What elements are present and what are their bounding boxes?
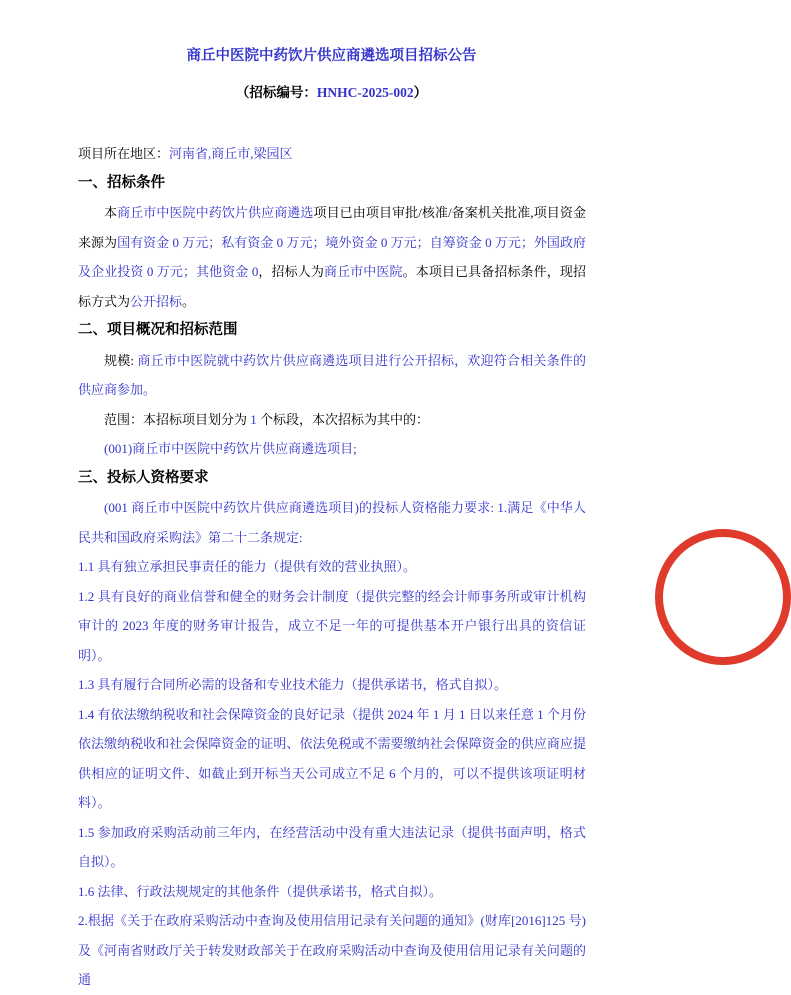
text-segment: 本 [104,205,118,220]
text-segment: 范围：本招标项目划分为 [104,411,251,427]
text-segment: （招标编号： [235,85,317,100]
text-segment: 。 [182,293,196,309]
text-segment: 。本项目已具备招标条件，现招标方式为 [78,264,586,309]
text-segment: 国有资金 0 万元；私有资金 0 万元；境外资金 0 万元；自筹资金 0 万元；外国政府及企业投资 0 万元；其他资金 0 [78,234,586,279]
req-1-5 [78,818,586,877]
text-segment: 项目已由项目审批/核准/备案机关批准,项目资金来源为 [78,205,586,250]
text-segment: 1.5 参加政府采购活动前三年内，在经营活动中没有重大违法记录（提供书面声明，格式自拟）。 [78,824,586,869]
section-1-paragraph [78,198,586,316]
tender-number-line [0,84,663,102]
text-segment: 商丘市中医院就中药饮片供应商遴选项目进行公开招标，欢迎符合相关条件的供应商参加。 [78,352,586,397]
text-segment: ） [413,85,428,100]
text-segment: 二、项目概况和招标范围 [78,322,238,338]
req-1-3 [78,670,586,700]
text-segment: 1.1 具有独立承担民事责任的能力（提供有效的营业执照）。 [78,559,417,574]
document-body [78,139,586,995]
text-segment: HNHC-2025-002 [316,85,414,100]
text-segment: 商丘市中医院 [323,264,403,279]
text-segment: (001)商丘市中医院中药饮片供应商遴选项目; [104,441,357,456]
req-1-6 [78,877,586,907]
section-1-heading [78,169,586,199]
text-segment: 1.3 具有履行合同所必需的设备和专业技术能力（提供承诺书，格式自拟）。 [78,677,508,692]
req-1-1 [78,552,586,582]
text-segment: 项目所在地区： [78,146,170,161]
req-2-credit-record [78,906,586,995]
qualification-intro [78,493,586,552]
lot-001-line [78,434,586,464]
text-segment: 1 [250,411,257,427]
req-1-2 [78,582,586,671]
text-segment: 个标段，本次招标为其中的： [256,411,430,427]
scope-paragraph [78,405,586,435]
text-segment: 规模: [104,352,138,368]
page-title: 商丘中医院中药饮片供应商遴选项目招标公告 [186,48,477,64]
text-segment: 公开招标 [130,293,183,309]
text-segment: 三、投标人资格要求 [78,469,209,486]
text-segment: 商丘市中医院中药饮片供应商遴选 [117,205,314,220]
red-seal-arc-icon [655,529,791,665]
section-3-heading [78,464,586,494]
text-segment: (001 商丘市中医院中药饮片供应商遴选项目)的投标人资格能力要求: 1.满足《中华人民共和国政府采购法》第二十二条规定: [78,500,586,545]
project-location-line [78,139,586,169]
text-segment: 1.4 有依法缴纳税收和社会保障资金的良好记录（提供 2024 年 1 月 1 日以来任意 1 个月份依法缴纳税收和社会保障资金的证明、依法免税或不需要缴纳社会保障资金的供应商应提供相应的证明文件、如截止到开标当天公司成立不足 6 个月的，可以不提供该项证明材料）。 [78,706,586,810]
text-segment: ，招标人为 [258,264,324,279]
text-segment: 1.6 法律、行政法规规定的其他条件（提供承诺书，格式自拟）。 [78,883,443,899]
text-segment: 一、招标条件 [78,174,165,191]
req-1-4 [78,700,586,818]
text-segment: 2.根据《关于在政府采购活动中查询及使用信用记录有关问题的通知》(财库[2016]125 号)及《河南省财政厅关于转发财政部关于在政府采购活动中查询及使用信用记录有关问题的通 [78,913,586,987]
text-segment: 河南省,商丘市,梁园区 [169,146,293,161]
scale-paragraph [78,346,586,405]
text-segment: 1.2 具有良好的商业信誉和健全的财务会计制度（提供完整的经会计师事务所或审计机构审计的 2023 年度的财务审计报告，成立不足一年的可提供基本开户银行出具的资信证明）。 [78,588,586,663]
section-2-heading [78,316,586,346]
